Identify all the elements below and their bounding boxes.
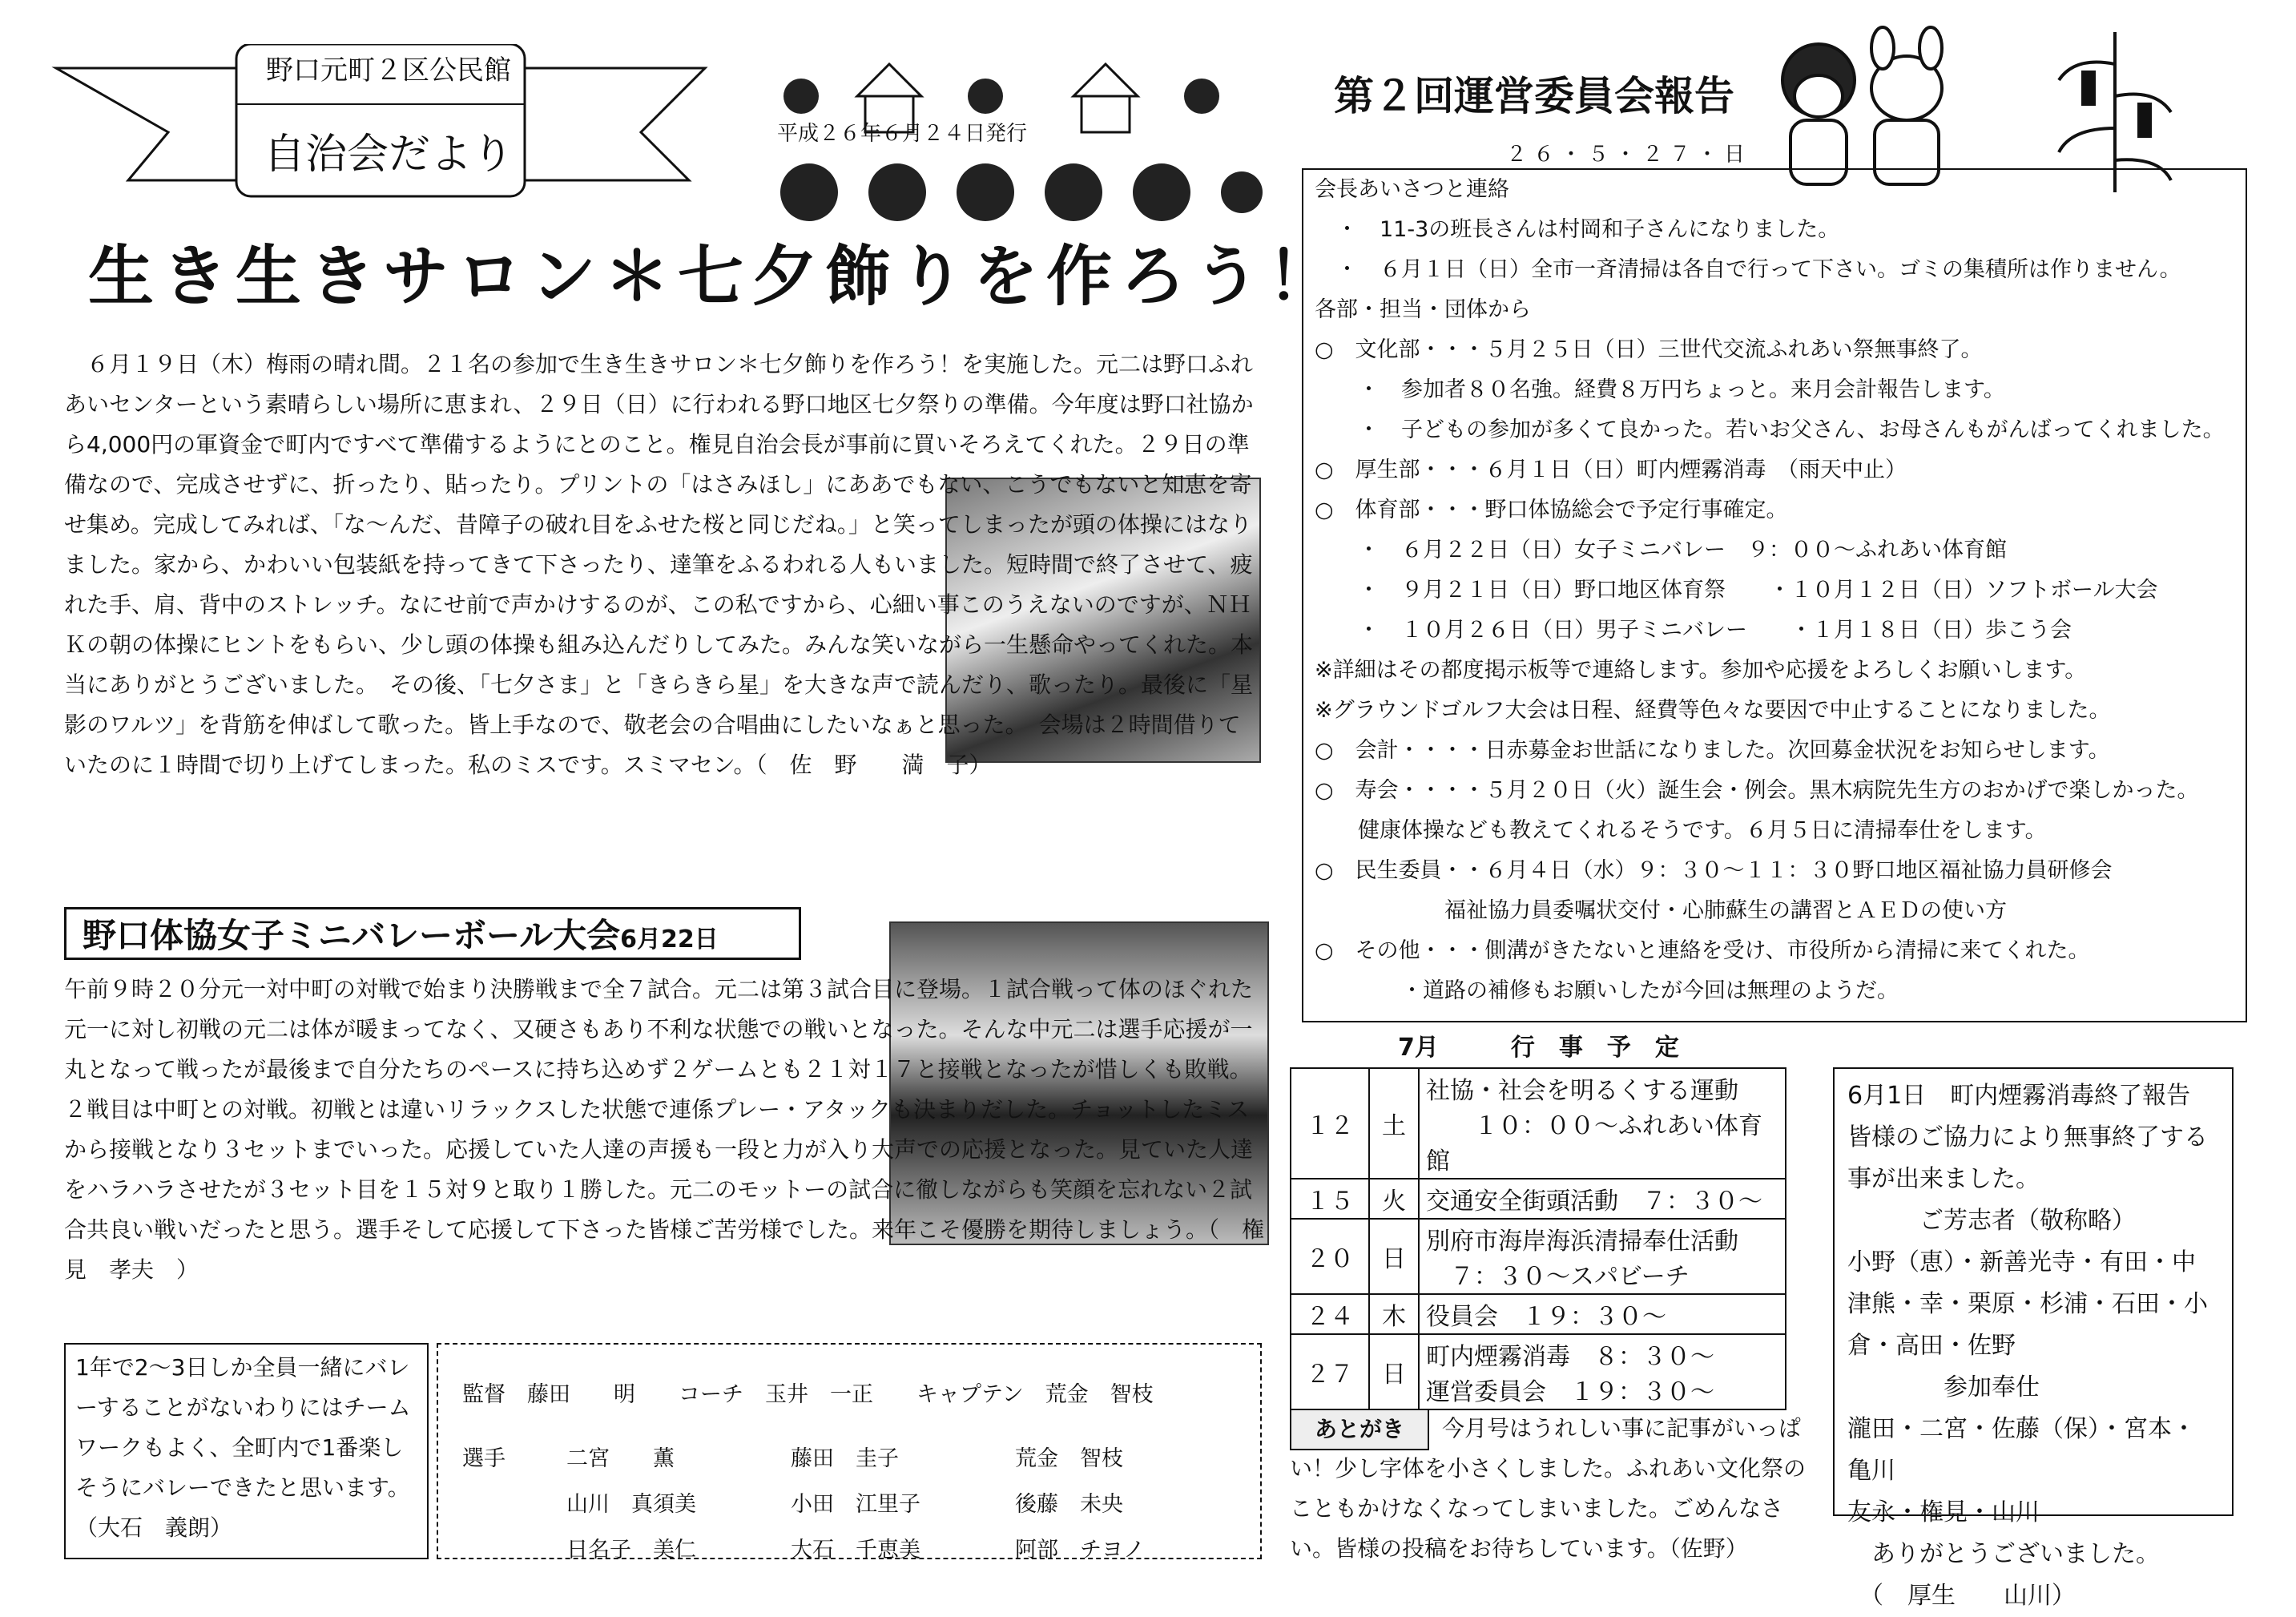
volleyball-title-date: 6月22日	[620, 925, 719, 954]
schedule-table	[1290, 1067, 1786, 1410]
report-line: ・ ６月１日（日）全市一斉清掃は各自で行って下さい。ゴミの集積所は作りません。	[1315, 257, 2181, 282]
schedule-event: 社協・社会を明るくする運動 １０：００～ふれあい体育館	[1419, 1068, 1786, 1179]
schedule-weekday: 木	[1369, 1294, 1419, 1334]
report-line: ○ 厚生部・・・６月１日（日）町内煙霧消毒 （雨天中止）	[1315, 458, 1907, 482]
player-name: 荒金 智枝	[1015, 1446, 1123, 1471]
report-line: ・ 子どもの参加が多くて良かった。若いお父さん、お母さんもがんばってくれました。	[1315, 417, 2225, 442]
volleyball-comment: 1年で2～3日しか全員一緒にバレーすることがないわりにはチームワークもよく、全町内で1番楽しそうにバレーできたと思います。 （大石 義朗）	[64, 1343, 429, 1559]
salon-body: ６月１９日（木）梅雨の晴れ間。２１名の参加で生き生きサロン＊七夕飾りを作ろう！を実施した。元二は野口ふれあいセンターという素晴らしい場所に恵まれ、２９日（日）に行われる野口地区七夕祭りの準備。今年度は野口社協から4,000円の軍資金で町内ですべて準備するようにとのこと。権見自治会長が事前に買いそろえてくれた。２９日の準備なので、完成させずに、折ったり、貼ったり。プリントの「はさみほし」にああでもない、こうでもないと知恵を寄せ集め。完成してみれば、「な～んだ、昔障子の破れ目をふせた桜と同じだね。」と笑ってしまったが頭の体操にはなりました。家から、かわいい包装紙を持ってきて下さったり、達筆をふるわれる人もいました。短時間で終了させて、疲れた手、肩、背中のストレッチ。なにせ前で声かけするのが、この私ですから、心細い事このうえないのですが、ＮＨＫの朝の体操にヒントをもらい、少し頭の体操も組み込んだりしてみた。みんな笑いながら一生懸命やってくれた。本当にありがとうございました。 その後、「七夕さま」と「きらきら星」を大きな声で読んだり、歌ったり。最後に「星影のワルツ」を背筋を伸ばして歌った。皆上手なので、敬老会の合唱曲にしたいなぁと思った。 会場は２時間借りていたのに１時間で切り上げてしまった。私のミスです。スミマセン。（ 佐 野 満 子）	[64, 351, 1254, 778]
schedule-row	[1291, 1294, 1786, 1334]
report-line: ・ 11-3の班長さんは村岡和子さんになりました。	[1315, 217, 1840, 242]
fog-report: 6月1日 町内煙霧消毒終了報告 皆様のご協力により無事終了する事が出来ました。 ご芳志者（敬称略） 小野（恵）・新善光寺・有田・中津熊・幸・栗原・杉浦・石田・小倉・高田・佐野 参加奉仕 瀧田・二宮・佐藤（保）・宮本・亀川 友永・権見・山川 ありがとうございました。 （ 厚生 山川）	[1833, 1067, 2234, 1516]
report-line: ・ ９月２１日（日）野口地区体育祭 ・１０月１２日（日）ソフトボール大会	[1315, 578, 2158, 603]
report-line: ※グラウンドゴルフ大会は日程、経費等色々な要因で中止することになりました。	[1315, 698, 2111, 723]
player-name: 後藤 未央	[1015, 1492, 1123, 1517]
schedule-day: １５	[1291, 1179, 1369, 1219]
player-name: 藤田 圭子	[791, 1446, 899, 1471]
schedule-row	[1291, 1179, 1786, 1219]
schedule-weekday: 土	[1369, 1068, 1419, 1179]
player-name: 日名子 美仁	[566, 1538, 696, 1563]
report-line: 健康体操なども教えてくれるそうです。６月５日に清掃奉仕をします。	[1315, 818, 2047, 843]
roster-players-label: 選手	[462, 1446, 506, 1471]
schedule-row	[1291, 1068, 1786, 1179]
report-title: 第２回運営委員会報告	[1334, 72, 1734, 119]
schedule-day: ２０	[1291, 1219, 1369, 1294]
volleyball-article: 午前９時２０分元一対中町の対戦で始まり決勝戦まで全７試合。元二は第３試合目に登場。１試合戦って体のほぐれた元一に対し初戦の元二は体が暖まってなく、又硬さもあり不利な状態での戦いとなった。そんな中元二は選手応援が一丸となって戦ったが最後まで自分たちのペースに持ち込めず２ゲームとも２１対１７と接戦となったが惜しくも敗戦。２戦目は中町との対戦。初戦とは違いリラックスした状態で連係プレー・アタックも決まりだした。チョットしたミスから接戦となり３セットまでいった。応援していた人達の声援も一段と力が入り大声での応援となった。見ていた人達をハラハラさせたが３セット目を１５対９と取り１勝した。元二のモットーの試合に徹しながらも笑顔を忘れない２試合共良い戦いだったと思う。選手そして応援して下さった皆様ご苦労様でした。来年こそ優勝を期待しましょう。（ 権見 孝夫 ）	[64, 976, 1265, 1283]
schedule-event: 交通安全街頭活動 ７：３０～	[1419, 1179, 1786, 1219]
player-name: 大石 千恵美	[791, 1538, 920, 1563]
report-line: ○ 民生委員・・６月４日（水）９：３０～１１：３０野口地区福祉協力員研修会	[1315, 858, 2113, 883]
schedule-row	[1291, 1334, 1786, 1409]
volleyball-title-text: 野口体協女子ミニバレーボール大会	[83, 916, 621, 955]
volleyball-title	[64, 907, 801, 960]
schedule-weekday: 火	[1369, 1179, 1419, 1219]
report-line: ・道路の補修もお願いしたが今回は無理のようだ。	[1315, 978, 1899, 1003]
report-line: ○ 寿会・・・・５月２０日（火）誕生会・例会。黒木病院先生方のおかげで楽しかった。	[1315, 778, 2199, 803]
report-line: ・ 参加者８０名強。経費８万円ちょっと。来月会計報告します。	[1315, 377, 2005, 402]
volleyball-roster	[437, 1343, 1262, 1563]
schedule-event: 町内煙霧消毒 ８：３０～ 運営委員会 １９：３０～	[1419, 1334, 1786, 1409]
schedule-weekday: 日	[1369, 1334, 1419, 1409]
report-line: 会長あいさつと連絡	[1315, 177, 1509, 202]
committee-report	[1302, 168, 2247, 1022]
schedule-weekday: 日	[1369, 1219, 1419, 1294]
report-line: ※詳細はその都度掲示板等で連絡します。参加や応援をよろしくお願いします。	[1315, 658, 2087, 683]
schedule-event: 役員会 １９：３０～	[1419, 1294, 1786, 1334]
afterword-label: あとがき	[1290, 1409, 1429, 1450]
report-line: ○ 文化部・・・５月２５日（日）三世代交流ふれあい祭無事終了。	[1315, 337, 1983, 362]
report-date: ２６・５・２７・日	[1506, 143, 1752, 167]
report-line: ○ 体育部・・・野口体協総会で予定行事確定。	[1315, 498, 1788, 522]
player-name: 二宮 薫	[566, 1446, 675, 1471]
salon-article	[64, 345, 1258, 785]
schedule-day: ２４	[1291, 1294, 1369, 1334]
salon-title: 生き生きサロン＊七夕飾りを作ろう！	[88, 238, 1342, 315]
roster-players	[566, 1441, 1239, 1563]
report-line: ・ １０月２６日（日）男子ミニバレー ・１月１８日（日）歩こう会	[1315, 618, 2072, 643]
schedule-day: ２７	[1291, 1334, 1369, 1409]
org-name: 野口元町２区公民館	[266, 54, 511, 87]
schedule-title: 7月 行 事 予 定	[1398, 1034, 1679, 1062]
player-name: 阿部 チヨノ	[1015, 1538, 1145, 1563]
report-line: ○ その他・・・側溝がきたないと連絡を受け、市役所から清掃に来てくれた。	[1315, 938, 2090, 963]
schedule-day: １２	[1291, 1068, 1369, 1179]
roster-staff: 監督 藤田 明 コーチ 玉井 一正 キャプテン 荒金 智枝	[462, 1382, 1154, 1407]
report-line: ○ 会計・・・・日赤募金お世話になりました。次回募金状況をお知らせします。	[1315, 738, 2110, 763]
report-line: 福祉協力員委嘱状交付・心肺蘇生の講習とＡＥＤの使い方	[1315, 898, 2007, 923]
report-line: ・ ６月２２日（日）女子ミニバレー ９：００～ふれあい体育館	[1315, 538, 2007, 563]
player-name: 小田 江里子	[791, 1492, 920, 1517]
schedule-row	[1291, 1219, 1786, 1294]
afterword-text: 今月号はうれしい事に記事がいっぱい！少し字体を小さくしました。ふれあい文化祭のこともかけなくなってしまいました。ごめんなさい。皆様の投稿をお待ちしています。（佐野）	[1290, 1415, 1807, 1562]
player-name: 山川 真須美	[566, 1492, 696, 1517]
newsletter-title: 自治会だより	[263, 131, 514, 179]
report-line: 各部・担当・団体から	[1315, 297, 1531, 322]
schedule-event: 別府市海岸海浜清掃奉仕活動 ７：３０～スパビーチ	[1419, 1219, 1786, 1294]
issue-date: 平成２６年６月２４日発行	[777, 122, 1028, 146]
